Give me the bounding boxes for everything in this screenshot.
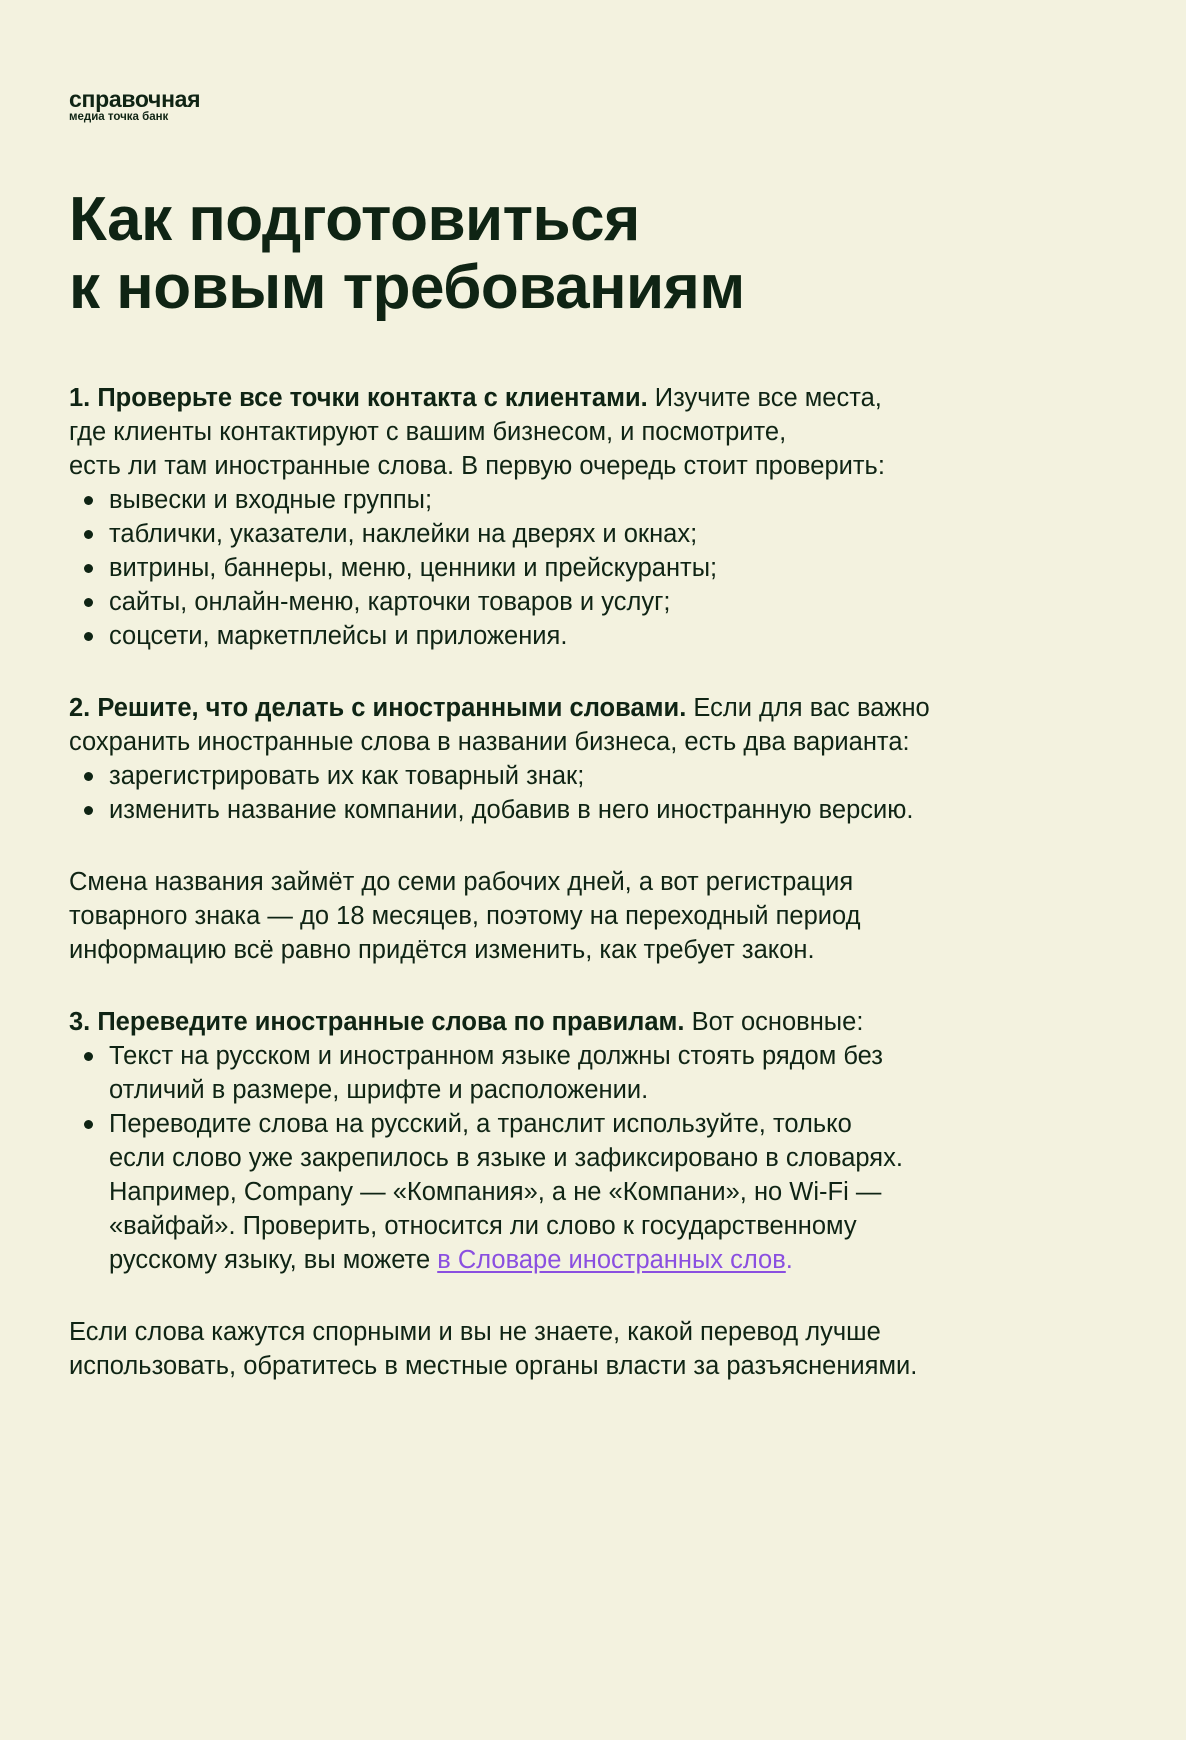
list-item: таблички, указатели, наклейки на дверях и окнах;	[69, 517, 1129, 551]
section-1-text-2: где клиенты контактируют с вашим бизнесом, и посмотрите,	[69, 418, 787, 446]
section-2	[69, 691, 1129, 827]
list-item: вывески и входные группы;	[69, 483, 1129, 517]
article-body	[69, 381, 1129, 1383]
section-1-lead: 1. Проверьте все точки контакта с клиентами.	[69, 384, 648, 412]
section-2-text-1: Если для вас важно	[686, 694, 930, 722]
section-3-text: Вот основные:	[684, 1008, 864, 1036]
title-line-1: Как подготовиться	[69, 185, 640, 254]
dictionary-link[interactable]: в Словаре иностранных слов	[437, 1246, 786, 1274]
closing-note: Если слова кажутся спорными и вы не знаете, какой перевод лучше использовать, обратитесь в местные органы власти за разъяснениями.	[69, 1318, 918, 1380]
brand-logo	[69, 87, 200, 124]
section-2-list	[69, 759, 1129, 827]
dictionary-link-tail: .	[785, 1246, 793, 1274]
section-2-intro	[69, 691, 1129, 759]
brand-name: справочная	[69, 86, 201, 112]
timing-note: Смена названия займёт до семи рабочих дней, а вот регистрация товарного знака — до 18 месяцев, поэтому на переходный период информацию всё равно придётся изменить, как требует закон.	[69, 868, 861, 964]
brand-subtitle: медиа точка банк	[69, 111, 169, 123]
list-item: Текст на русском и иностранном языке должны стоять рядом без отличий в размере, шрифте и расположении.	[69, 1039, 1129, 1107]
list-item: изменить название компании, добавив в него иностранную версию.	[69, 793, 1129, 827]
list-item: сайты, онлайн-меню, карточки товаров и услуг;	[69, 585, 1129, 619]
section-1	[69, 381, 1129, 653]
section-2-lead: 2. Решите, что делать с иностранными словами.	[69, 694, 687, 722]
list-item: Переводите слова на русский, а транслит используйте, только если слово уже закрепилось в языке и зафиксировано в словарях. Например, Company — «Компания», а не «Компани», но Wi-Fi — «вайфай». Проверить, относится ли слово к государственному русскому языку, вы можете в Словаре иностранных слов.	[69, 1107, 1129, 1277]
section-3	[69, 1005, 1129, 1277]
section-1-text-1: Изучите все места,	[647, 384, 882, 412]
list-item: зарегистрировать их как товарный знак;	[69, 759, 1129, 793]
page-title	[69, 186, 745, 322]
section-2-text-2: сохранить иностранные слова в названии бизнеса, есть два варианта:	[69, 728, 910, 756]
section-3-lead: 3. Переведите иностранные слова по правилам.	[69, 1008, 685, 1036]
list-item: витрины, баннеры, меню, ценники и прейскуранты;	[69, 551, 1129, 585]
title-line-2: к новым требованиям	[69, 253, 745, 322]
section-1-list	[69, 483, 1129, 653]
list-item: соцсети, маркетплейсы и приложения.	[69, 619, 1129, 653]
section-1-intro	[69, 381, 1129, 483]
section-3-intro	[69, 1005, 1129, 1039]
section-1-text-3: есть ли там иностранные слова. В первую очередь стоит проверить:	[69, 452, 885, 480]
section-3-list	[69, 1039, 1129, 1277]
